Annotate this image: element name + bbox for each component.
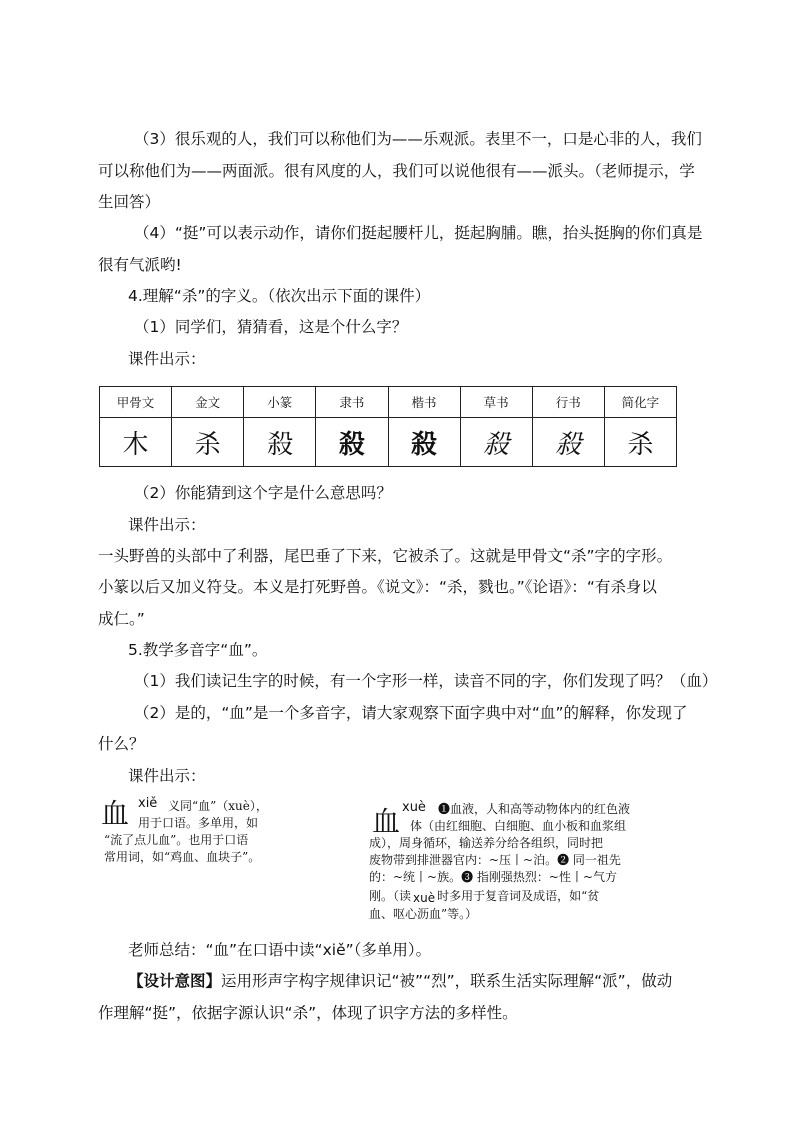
script-name-cell: 甲骨文	[100, 387, 172, 418]
glyph-cell: 殺	[244, 418, 316, 467]
script-name-cell: 小篆	[244, 387, 316, 418]
script-name-cell: 草书	[460, 387, 532, 418]
definition-line: 的：~统丨~族。❸ 指刚强热烈：~性丨~气方	[369, 870, 618, 884]
script-forms-header-row	[100, 387, 677, 418]
glyph-cell: 殺	[316, 418, 388, 467]
script-name-cell: 行书	[532, 387, 604, 418]
section4-question2: （2）你能猜到这个字是什么意思吗？	[134, 484, 392, 502]
script-name-cell: 隶书	[316, 387, 388, 418]
definition-line: 血、呕心沥血”等。）	[369, 907, 478, 921]
definition-line: 用于口语。多单用，如	[138, 816, 259, 830]
courseware-label: 课件出示：	[128, 767, 206, 785]
headword-pinyin: xuè	[402, 800, 426, 815]
courseware-label: 课件出示：	[128, 350, 206, 368]
para4-line1: （4）“挺”可以表示动作，请你们挺起腰杆儿，挺起胸脯。瞧，抬头挺胸的你们真是	[134, 224, 703, 242]
definition-line	[369, 888, 599, 905]
script-name-cell: 金文	[172, 387, 244, 418]
explanation-line3: 成仁。”	[98, 610, 145, 628]
para3-line1: （3）很乐观的人，我们可以称他们为——乐观派。表里不一，口是心非的人，我们	[134, 130, 702, 148]
inline-pinyin: xuè	[413, 891, 436, 905]
script-name-cell: 简化字	[604, 387, 676, 418]
script-forms-table	[99, 386, 677, 467]
glyph-cell: 杀	[172, 418, 244, 467]
design-intent-line2: 作理解“挺”，依据字源认识“杀”，体现了识字方法的多样性。	[98, 1004, 518, 1022]
glyph-cell: ⽊	[100, 418, 172, 467]
section4-question1: （1）同学们，猜猜看，这是个什么字？	[134, 318, 408, 336]
design-intent-label: 【设计意图】	[128, 972, 222, 990]
section4-title: 4.理解“杀”的字义。（依次出示下面的课件）	[128, 287, 431, 305]
design-intent-text: 运用形声字构字规律识记“被”“烈”，联系生活实际理解“派”，做动	[221, 972, 673, 990]
definition-text: 刚。（读	[369, 889, 412, 903]
para4-line2: 很有气派哟!	[98, 256, 182, 274]
glyph-cell: 殺	[460, 418, 532, 467]
definition-line: 义同“血”（xuè），	[168, 799, 268, 813]
definition-line: ❶血液，人和高等动物体内的红色液	[438, 802, 631, 816]
section5-question2-line1: （2）是的，“血”是一个多音字，请大家观察下面字典中对“血”的解释，你发现了	[134, 704, 688, 722]
glyph-cell: 殺	[532, 418, 604, 467]
definition-line: “流了点儿血”。也用于口语	[104, 833, 249, 847]
para3-line3: 生回答）	[98, 193, 161, 211]
glyph-cell: 殺	[388, 418, 460, 467]
section5-question1: （1）我们读记生字的时候，有一个字形一样，读音不同的字，你们发现了吗？（血）	[134, 672, 718, 690]
headword-char: 血	[101, 797, 130, 830]
script-name-cell: 楷书	[388, 387, 460, 418]
definition-line: 成），周身循环，输送养分给各组织，同时把	[369, 836, 604, 850]
script-forms-glyph-row	[100, 418, 677, 467]
explanation-line2: 小篆以后又加义符殳。本义是打死野兽。《说文》：“杀，戮也。”《论语》：“有杀身以	[98, 578, 657, 596]
explanation-line1: 一头野兽的头部中了利器，尾巴垂了下来，它被杀了。这就是甲骨文“杀”字的字形。	[98, 547, 673, 565]
para3-line2: 可以称他们为——两面派。很有风度的人，我们可以说他很有——派头。（老师提示，学	[98, 162, 695, 180]
section5-question2-line2: 什么？	[98, 735, 145, 753]
design-intent-line1	[128, 970, 728, 992]
definition-line: 体（由红细胞、白细胞、血小板和血浆组	[410, 819, 627, 833]
headword-char: 血	[372, 805, 401, 838]
teacher-summary: 老师总结：“血”在口语中读“xiě”（多单用）。	[128, 941, 432, 959]
definition-text: 时多用于复音词及成语，如“贫	[437, 889, 600, 903]
section5-title: 5.教学多音字“血”。	[128, 641, 268, 659]
definition-line: 常用词，如“鸡血、血块子”。	[104, 850, 261, 864]
headword-pinyin: xiě	[138, 796, 158, 811]
definition-line: 废物带到排泄器官内：~压丨~泊。❷ 同一祖先	[369, 853, 621, 867]
courseware-label: 课件出示：	[128, 516, 206, 534]
glyph-cell: 杀	[604, 418, 676, 467]
